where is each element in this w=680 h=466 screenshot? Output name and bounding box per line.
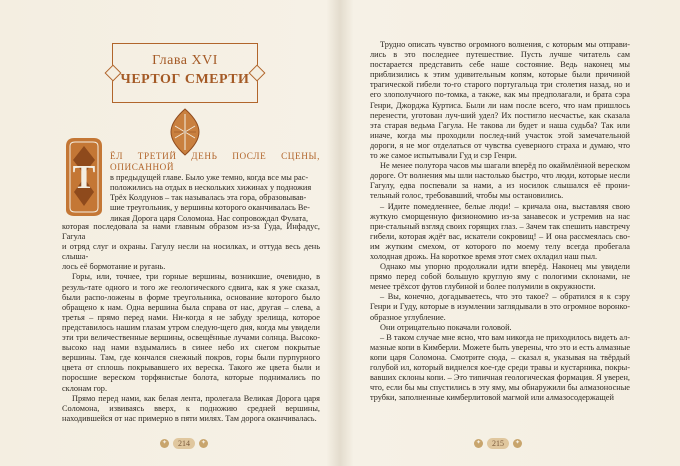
intro-line: ликая Дорога царя Соломона. Нас сопровождал Фулата, (110, 213, 309, 223)
drop-cap-ornament (62, 136, 106, 218)
intro-line: и отряд слуг и охраны. Гагулу несли на носилках, и оттуда весь день слыша- (62, 242, 320, 262)
intro-text-narrow (110, 151, 320, 224)
folio-ornament-icon: ✦ (161, 440, 168, 446)
page-number: 215 (487, 438, 509, 449)
paragraph: Они отрицательно покачали головой. (380, 322, 512, 332)
right-page (340, 0, 680, 466)
intro-line: Трёх Колдунов – так называлась эта гора, образовывав- (110, 193, 307, 203)
page-number: 214 (173, 438, 195, 449)
paragraph: Не менее полутора часов мы шагали вперёд по окаймлённой вереском дороге. От волнения мы шли настолько быстро, что люди, которые несли Гагулу, едва поспевали за нами, а из носилок слышался её прони-тельный голос, требовавший, чтобы мы остановились. (370, 161, 630, 201)
folio-ornament-icon: ✦ (475, 440, 482, 446)
right-folio (474, 438, 522, 449)
intro-line: в предыдущей главе. Было уже темно, когда все мы рас- (110, 173, 309, 183)
intro-line: лось её бормотание и ругань. (62, 262, 166, 272)
intro-line: которая последовала за нами главным образом из-за Гуда, Инфадус, Гагула (62, 222, 320, 242)
intro-line: шие треугольник, у вершины которого оканчивалась Ве- (110, 203, 310, 213)
left-body-text (62, 222, 320, 424)
chapter-number: Глава XVI (152, 53, 218, 68)
paragraph: – В таком случае мне ясно, что вам никогда не приходилось видеть ал-мазные копи в Кимберли. Можете быть уверены, что это и есть алмазные копи царя Соломона. Смотрите сюда, – сказал я, указывая на твёрдый голубой ил, который виднелся кое-где среди травы и кустарника, покры-вавших склоны копи. – Это типичная геологическая формация. Я уверен, что, если бы мы спустились в эту яму, мы обнаружили бы алмазоносные трубки, заполненные кимберлитовой магмой или алмазосодержащей (370, 332, 630, 403)
folio-ornament-icon: ✦ (200, 440, 207, 446)
paragraph: Трудно описать чувство огромного волнения, с которым мы отправи-лись в это последнее путешествие. Пусть лучше читатель сам постарается представить себе наше состояние. Ведь наконец мы приблизились к этим удивительным копям, которые были причиной трагической гибели то-го старого португальца три столетия назад, но и его злополучного по-томка, а также, как мы предполагали, и брата сэра Генри, Джорджа Куртиса. Были ли нам после всего, что нам пришлось перенести, уготован луч-ший удел? Их постигло несчастье, как сказала эта старая ведьма Гагула. Не такова ли будет и наша судьба? Так или иначе, когда мы проходили послед-ний участок этой замечательной дороги, я не мог отделаться от чувства суеверного страха и думаю, что то же самое испытывали Гуд и сэр Генри. (370, 40, 630, 161)
left-folio (160, 438, 208, 449)
chapter-title: ЧЕРТОГ СМЕРТИ (120, 72, 250, 87)
paragraph: Горы, или, точнее, три горные вершины, возникшие, очевидно, в резуль-тате одного и того же геологического сдвига, как я уже сказал, были распо-ложены в форме треугольника, основание которого было обращено к нам. Одна вершина была справа от нас, другая – слева, а третья – прямо перед нами. Ни-когда я не забуду зрелища, которое представилось нашим глазам утром следую-щего дня, когда мы увидели эти три величественные вершины, освещённые лучами солнца. Высоко-высоко над нами вздымались в синее небо их снегом покрытые вершины. Там, где кончался снежный покров, горы были пурпурного цвета от сплошь покрывавшего их вереска. Такого же цвета были и поросшие вереском торфянистые болота, которые поднимались по склонам гор. (62, 272, 320, 393)
paragraph: Прямо перед нами, как белая лента, пролегала Великая Дорога царя Соломона, извиваясь вверх, к подножию средней вершины, находившейся от нас примерно в пяти милях. Там дорога оканчивалась. (62, 393, 320, 423)
paragraph: Однако мы упорно продолжали идти вперёд. Наконец мы увидели прямо перед собой большую круглую яму с пологими склонами, не менее трёхсот футов глубиной и более полумили в окружности. (370, 262, 630, 292)
chapter-ornament-icon (170, 108, 200, 156)
lead-in: ЁЛ ТРЕТИЙ ДЕНЬ ПОСЛЕ СЦЕНЫ, ОПИСАННОЙ (110, 151, 320, 173)
right-body-text (370, 40, 630, 403)
paragraph: – Вы, конечно, догадываетесь, что это такое? – обратился я к сэру Генри и Гуду, которые в изумлении заглядывали в это огромное воронко-образное углубление. (370, 292, 630, 322)
folio-ornament-icon: ✦ (514, 440, 521, 446)
intro-line: положились на отдых в нескольких хижинах у подножия (110, 183, 312, 193)
chapter-heading (112, 43, 258, 103)
paragraph: – Идите помедленнее, белые люди! – кричала она, выставляя свою жуткую сморщенную физиономию из-за занавесок и устремив на нас при-стальный взгляд своих горящих глаз. – Зачем так спешить навстречу гибели, которая ждёт вас, искатели сокровищ! – И она рассмеялась сво-им жутким смехом, от которого по моему телу всегда пробегала холодная дрожь. На короткое время этот смех охладил наш пыл. (370, 201, 630, 261)
drop-cap-letter: Т (72, 159, 96, 196)
